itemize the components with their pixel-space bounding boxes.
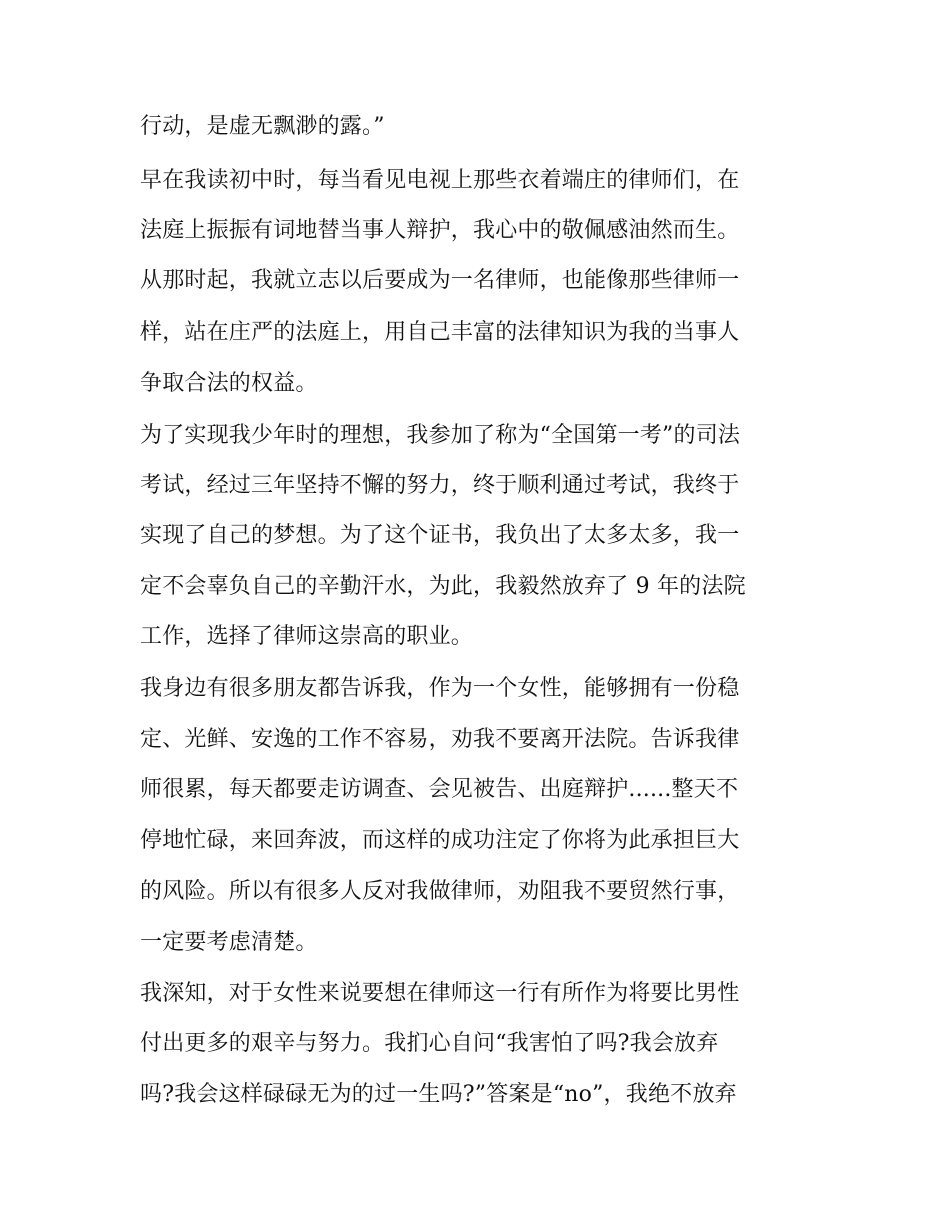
text-line: 吗?我会这样碌碌无为的过一生吗?”答案是“no”，我绝不放弃 <box>140 1082 737 1107</box>
text-line: 的风险。所以有很多人反对我做律师，劝阻我不要贸然行事， <box>140 879 740 904</box>
text-line: 争取合法的权益。 <box>140 371 318 396</box>
text-line: 考试，经过三年坚持不懈的努力，终于顺利通过考试，我终于 <box>140 473 740 498</box>
text-line: 早在我读初中时，每当看见电视上那些衣着端庄的律师们，在 <box>140 168 740 193</box>
text-line: 法庭上振振有词地替当事人辩护，我心中的敬佩感油然而生。 <box>140 218 740 243</box>
text-line: 实现了自己的梦想。为了这个证书，我负出了太多太多，我一 <box>140 523 740 548</box>
text-line: 样，站在庄严的法庭上，用自己丰富的法律知识为我的当事人 <box>140 320 740 345</box>
text-line: 定、光鲜、安逸的工作不容易，劝我不要离开法院。告诉我律 <box>140 727 740 752</box>
text-line: 我身边有很多朋友都告诉我，作为一个女性，能够拥有一份稳 <box>140 676 740 701</box>
text-line: 一定要考虑清楚。 <box>140 930 318 955</box>
text-line: 行动，是虚无飘渺的露。” <box>140 114 385 139</box>
text-line: 定不会辜负自己的辛勤汗水，为此，我毅然放弃了 9 年的法院 <box>140 574 746 599</box>
text-line: 我深知，对于女性来说要想在律师这一行有所作为将要比男性 <box>140 981 740 1006</box>
text-line: 从那时起，我就立志以后要成为一名律师，也能像那些律师一 <box>140 268 740 293</box>
text-line: 付出更多的艰辛与努力。我扪心自问“我害怕了吗?我会放弃 <box>140 1031 719 1056</box>
text-line: 为了实现我少年时的理想，我参加了称为“全国第一考”的司法 <box>140 423 741 448</box>
text-line: 师很累，每天都要走访调查、会见被告、出庭辩护......整天不 <box>140 777 739 802</box>
text-line: 工作，选择了律师这崇高的职业。 <box>140 624 474 649</box>
text-line: 停地忙碌，来回奔波，而这样的成功注定了你将为此承担巨大 <box>140 828 740 853</box>
